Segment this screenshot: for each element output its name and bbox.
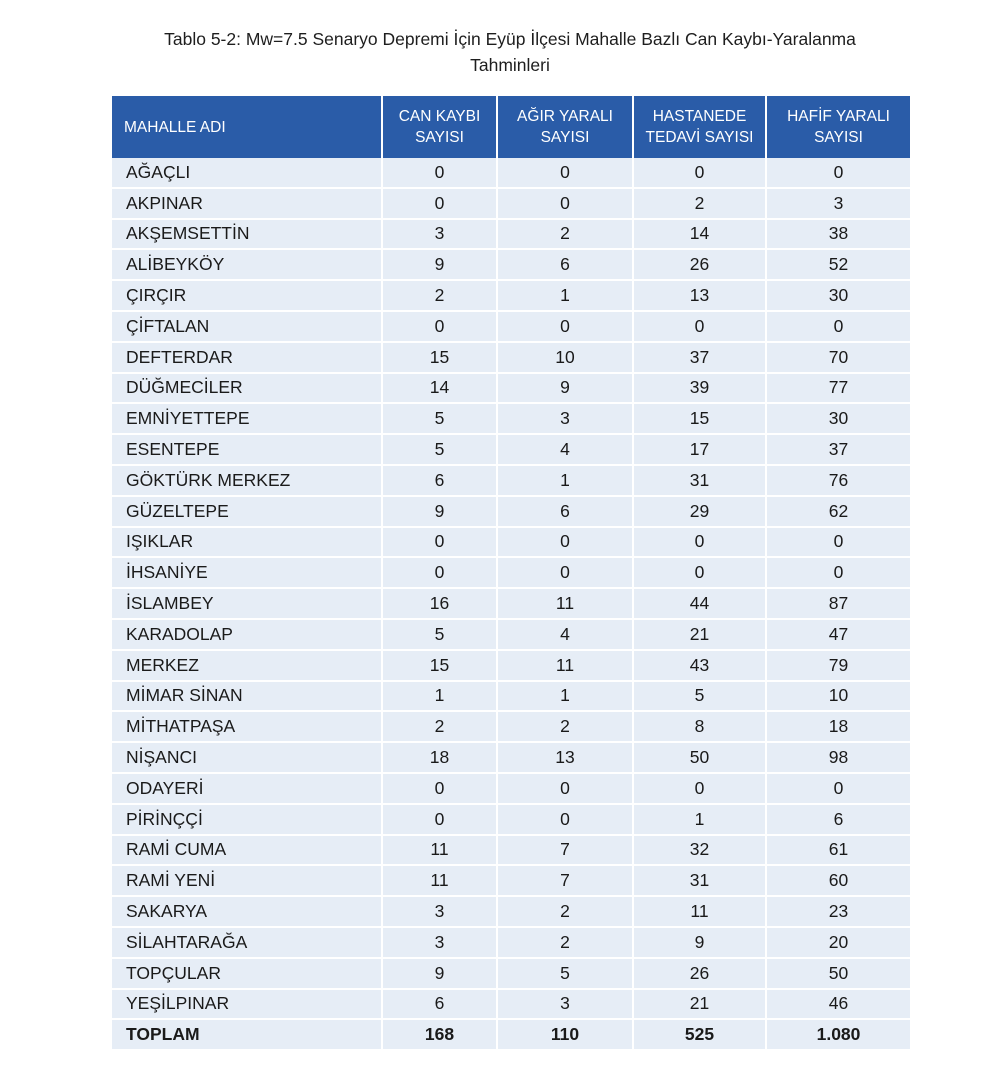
hastanede-tedavi-cell: 43 [633, 650, 766, 681]
agir-yarali-cell: 11 [497, 588, 633, 619]
table-row [112, 403, 910, 434]
hafif-yarali-cell: 0 [766, 158, 910, 188]
mahalle-name-cell: SAKARYA [112, 896, 382, 927]
hafif-yarali-cell: 0 [766, 557, 910, 588]
table-row [112, 896, 910, 927]
hafif-yarali-cell: 23 [766, 896, 910, 927]
mahalle-name-cell: AKŞEMSETTİN [112, 219, 382, 250]
table-row [112, 219, 910, 250]
hafif-yarali-cell: 87 [766, 588, 910, 619]
agir-yarali-cell: 2 [497, 219, 633, 250]
mahalle-name-cell: NİŞANCI [112, 742, 382, 773]
can-kaybi-cell: 1 [382, 681, 497, 712]
agir-yarali-cell: 0 [497, 773, 633, 804]
agir-yarali-cell: 9 [497, 373, 633, 404]
mahalle-name-cell: MİMAR SİNAN [112, 681, 382, 712]
header-mahalle-adi [112, 96, 382, 158]
agir-yarali-cell: 2 [497, 927, 633, 958]
can-kaybi-cell: 0 [382, 158, 497, 188]
agir-yarali-cell: 11 [497, 650, 633, 681]
can-kaybi-cell: 15 [382, 650, 497, 681]
table-row [112, 865, 910, 896]
agir-yarali-cell: 6 [497, 496, 633, 527]
can-kaybi-cell: 9 [382, 249, 497, 280]
table-row [112, 280, 910, 311]
agir-yarali-cell: 6 [497, 249, 633, 280]
header-label: HAFİF YARALI [787, 108, 890, 125]
hafif-yarali-cell: 61 [766, 835, 910, 866]
hastanede-tedavi-cell: 15 [633, 403, 766, 434]
can-kaybi-cell: 0 [382, 527, 497, 558]
can-kaybi-cell: 6 [382, 989, 497, 1020]
mahalle-name-cell: İSLAMBEY [112, 588, 382, 619]
agir-yarali-cell: 0 [497, 311, 633, 342]
table-row [112, 619, 910, 650]
agir-yarali-cell: 13 [497, 742, 633, 773]
mahalle-name-cell: DEFTERDAR [112, 342, 382, 373]
header-hafif-yarali [766, 96, 910, 158]
table-row [112, 711, 910, 742]
can-kaybi-cell: 2 [382, 711, 497, 742]
agir-yarali-cell: 1 [497, 280, 633, 311]
hafif-yarali-cell: 30 [766, 280, 910, 311]
can-kaybi-cell: 18 [382, 742, 497, 773]
table-row [112, 311, 910, 342]
can-kaybi-cell: 15 [382, 342, 497, 373]
can-kaybi-cell: 5 [382, 434, 497, 465]
caption-line-1: Tablo 5-2: Mw=7.5 Senaryo Depremi İçin Eyüp İlçesi Mahalle Bazlı Can Kaybı-Yaralanma [164, 29, 856, 49]
hafif-yarali-cell: 30 [766, 403, 910, 434]
table-row [112, 804, 910, 835]
hafif-yarali-cell: 10 [766, 681, 910, 712]
hafif-yarali-cell: 47 [766, 619, 910, 650]
hastanede-tedavi-cell: 17 [633, 434, 766, 465]
hafif-yarali-cell: 46 [766, 989, 910, 1020]
hafif-yarali-cell: 62 [766, 496, 910, 527]
can-kaybi-cell: 11 [382, 835, 497, 866]
hastanede-tedavi-cell: 0 [633, 311, 766, 342]
hastanede-tedavi-cell: 0 [633, 773, 766, 804]
table-row [112, 158, 910, 188]
agir-yarali-cell: 2 [497, 896, 633, 927]
table-row [112, 989, 910, 1020]
agir-yarali-cell: 0 [497, 527, 633, 558]
hastanede-tedavi-cell: 0 [633, 527, 766, 558]
hafif-yarali-cell: 52 [766, 249, 910, 280]
hastanede-tedavi-cell: 0 [633, 557, 766, 588]
agir-yarali-cell: 4 [497, 619, 633, 650]
table-row [112, 650, 910, 681]
hastanede-tedavi-cell: 29 [633, 496, 766, 527]
table-row [112, 958, 910, 989]
hafif-yarali-cell: 0 [766, 527, 910, 558]
mahalle-name-cell: SİLAHTARAĞA [112, 927, 382, 958]
total-can-kaybi: 168 [382, 1019, 497, 1050]
table-row [112, 557, 910, 588]
hafif-yarali-cell: 6 [766, 804, 910, 835]
can-kaybi-cell: 9 [382, 958, 497, 989]
mahalle-name-cell: MİTHATPAŞA [112, 711, 382, 742]
table-row [112, 527, 910, 558]
header-label: HASTANEDE [652, 108, 747, 125]
agir-yarali-cell: 4 [497, 434, 633, 465]
agir-yarali-cell: 10 [497, 342, 633, 373]
table-row [112, 188, 910, 219]
table-row [112, 835, 910, 866]
hastanede-tedavi-cell: 44 [633, 588, 766, 619]
hastanede-tedavi-cell: 8 [633, 711, 766, 742]
header-row [112, 96, 910, 158]
can-kaybi-cell: 5 [382, 403, 497, 434]
hafif-yarali-cell: 0 [766, 311, 910, 342]
can-kaybi-cell: 16 [382, 588, 497, 619]
hafif-yarali-cell: 20 [766, 927, 910, 958]
mahalle-name-cell: DÜĞMECİLER [112, 373, 382, 404]
hafif-yarali-cell: 60 [766, 865, 910, 896]
total-row [112, 1019, 910, 1050]
agir-yarali-cell: 5 [497, 958, 633, 989]
mahalle-name-cell: EMNİYETTEPE [112, 403, 382, 434]
table-row [112, 588, 910, 619]
mahalle-name-cell: KARADOLAP [112, 619, 382, 650]
mahalle-name-cell: GÜZELTEPE [112, 496, 382, 527]
total-agir-yarali: 110 [497, 1019, 633, 1050]
can-kaybi-cell: 0 [382, 804, 497, 835]
header-label: AĞIR YARALI [517, 108, 613, 125]
hastanede-tedavi-cell: 26 [633, 249, 766, 280]
mahalle-name-cell: IŞIKLAR [112, 527, 382, 558]
mahalle-name-cell: ÇIRÇIR [112, 280, 382, 311]
can-kaybi-cell: 5 [382, 619, 497, 650]
agir-yarali-cell: 0 [497, 188, 633, 219]
table-row [112, 773, 910, 804]
hafif-yarali-cell: 79 [766, 650, 910, 681]
hafif-yarali-cell: 0 [766, 773, 910, 804]
table-body [112, 158, 910, 1050]
hastanede-tedavi-cell: 5 [633, 681, 766, 712]
agir-yarali-cell: 1 [497, 465, 633, 496]
mahalle-name-cell: İHSANİYE [112, 557, 382, 588]
total-label: TOPLAM [112, 1019, 382, 1050]
hafif-yarali-cell: 98 [766, 742, 910, 773]
header-label: SAYISI [415, 129, 464, 146]
hafif-yarali-cell: 76 [766, 465, 910, 496]
mahalle-name-cell: TOPÇULAR [112, 958, 382, 989]
table-row [112, 342, 910, 373]
can-kaybi-cell: 6 [382, 465, 497, 496]
agir-yarali-cell: 0 [497, 557, 633, 588]
table-caption [100, 26, 920, 78]
table-row [112, 496, 910, 527]
can-kaybi-cell: 0 [382, 311, 497, 342]
hafif-yarali-cell: 77 [766, 373, 910, 404]
hafif-yarali-cell: 18 [766, 711, 910, 742]
hafif-yarali-cell: 3 [766, 188, 910, 219]
header-label: SAYISI [814, 129, 863, 146]
table-row [112, 373, 910, 404]
can-kaybi-cell: 2 [382, 280, 497, 311]
hastanede-tedavi-cell: 32 [633, 835, 766, 866]
can-kaybi-cell: 0 [382, 188, 497, 219]
hastanede-tedavi-cell: 37 [633, 342, 766, 373]
agir-yarali-cell: 3 [497, 403, 633, 434]
agir-yarali-cell: 1 [497, 681, 633, 712]
total-hastanede-tedavi: 525 [633, 1019, 766, 1050]
mahalle-name-cell: ALİBEYKÖY [112, 249, 382, 280]
hastanede-tedavi-cell: 50 [633, 742, 766, 773]
hastanede-tedavi-cell: 31 [633, 865, 766, 896]
mahalle-name-cell: YEŞİLPINAR [112, 989, 382, 1020]
hastanede-tedavi-cell: 21 [633, 619, 766, 650]
can-kaybi-cell: 11 [382, 865, 497, 896]
hastanede-tedavi-cell: 26 [633, 958, 766, 989]
can-kaybi-cell: 3 [382, 927, 497, 958]
hastanede-tedavi-cell: 11 [633, 896, 766, 927]
header-label: SAYISI [540, 129, 590, 146]
hastanede-tedavi-cell: 1 [633, 804, 766, 835]
mahalle-name-cell: GÖKTÜRK MERKEZ [112, 465, 382, 496]
mahalle-name-cell: ODAYERİ [112, 773, 382, 804]
mahalle-name-cell: RAMİ YENİ [112, 865, 382, 896]
hastanede-tedavi-cell: 31 [633, 465, 766, 496]
header-can-kaybi [382, 96, 497, 158]
table-row [112, 927, 910, 958]
header-agir-yarali [497, 96, 633, 158]
agir-yarali-cell: 0 [497, 158, 633, 188]
mahalle-name-cell: AKPINAR [112, 188, 382, 219]
hastanede-tedavi-cell: 2 [633, 188, 766, 219]
hastanede-tedavi-cell: 13 [633, 280, 766, 311]
agir-yarali-cell: 2 [497, 711, 633, 742]
mahalle-name-cell: ESENTEPE [112, 434, 382, 465]
agir-yarali-cell: 0 [497, 804, 633, 835]
hafif-yarali-cell: 70 [766, 342, 910, 373]
can-kaybi-cell: 9 [382, 496, 497, 527]
header-label: TEDAVİ SAYISI [645, 129, 754, 146]
hastanede-tedavi-cell: 0 [633, 158, 766, 188]
total-hafif-yarali: 1.080 [766, 1019, 910, 1050]
table-row [112, 465, 910, 496]
mahalle-name-cell: RAMİ CUMA [112, 835, 382, 866]
can-kaybi-cell: 3 [382, 896, 497, 927]
mahalle-name-cell: MERKEZ [112, 650, 382, 681]
can-kaybi-cell: 3 [382, 219, 497, 250]
agir-yarali-cell: 3 [497, 989, 633, 1020]
hastanede-tedavi-cell: 14 [633, 219, 766, 250]
hastanede-tedavi-cell: 39 [633, 373, 766, 404]
hafif-yarali-cell: 50 [766, 958, 910, 989]
agir-yarali-cell: 7 [497, 835, 633, 866]
header-label: CAN KAYBI [398, 108, 481, 125]
table-row [112, 681, 910, 712]
table-row [112, 249, 910, 280]
table-row [112, 434, 910, 465]
can-kaybi-cell: 14 [382, 373, 497, 404]
mahalle-name-cell: AĞAÇLI [112, 158, 382, 188]
agir-yarali-cell: 7 [497, 865, 633, 896]
caption-line-2: Tahminleri [470, 55, 550, 75]
hastanede-tedavi-cell: 9 [633, 927, 766, 958]
hafif-yarali-cell: 37 [766, 434, 910, 465]
mahalle-name-cell: ÇİFTALAN [112, 311, 382, 342]
table-row [112, 742, 910, 773]
can-kaybi-cell: 0 [382, 773, 497, 804]
header-hastanede-tedavi [633, 96, 766, 158]
mahalle-name-cell: PİRİNÇÇİ [112, 804, 382, 835]
casualty-table [112, 96, 910, 1051]
hafif-yarali-cell: 38 [766, 219, 910, 250]
header-label: MAHALLE ADI [124, 118, 226, 136]
can-kaybi-cell: 0 [382, 557, 497, 588]
hastanede-tedavi-cell: 21 [633, 989, 766, 1020]
